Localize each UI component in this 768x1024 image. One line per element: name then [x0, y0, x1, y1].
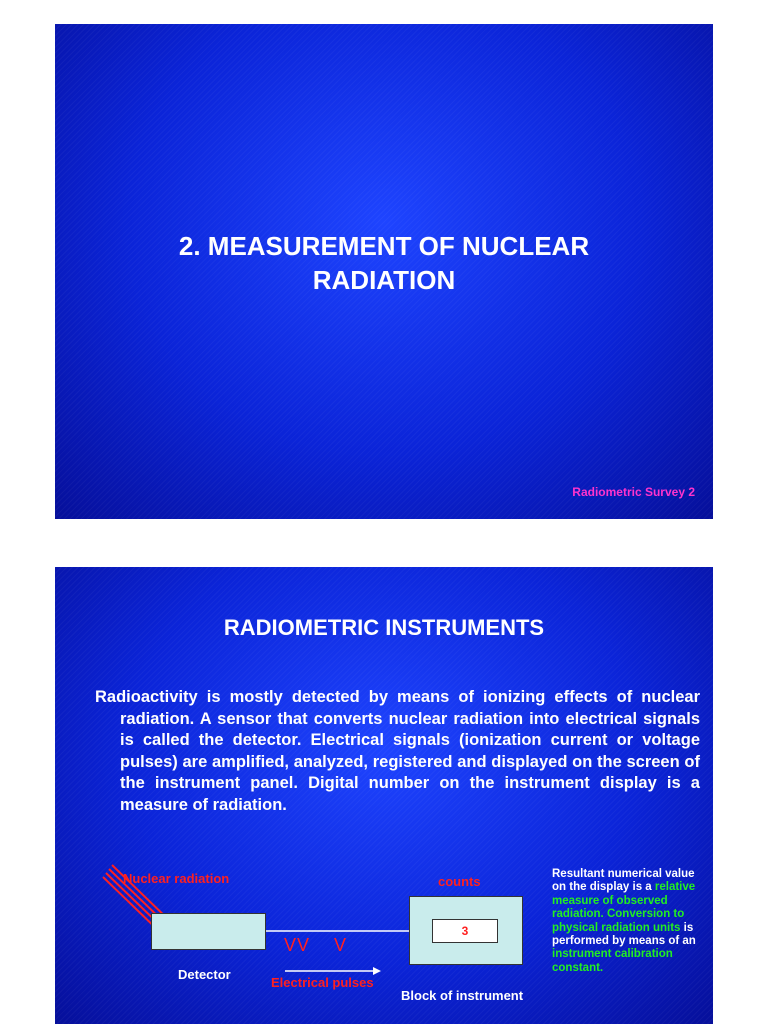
slide-2-paragraph: Radioactivity is mostly detected by means of ionizing effects of nuclear radiation. A sensor that converts nuclear radiation into electrical signals is called the detector. Electrical signals (ionization current or voltage pulses) are amplified, analyzed, registered and displayed on the screen of the instrument panel. Digital number on the instrument display is a measure of radiation.: [95, 688, 700, 814]
note-part-2: relative measure of observed radiation.: [552, 881, 696, 921]
note-part-1: Resultant numerical value on the display is a: [552, 868, 695, 894]
note-part-5: is performed by means of an: [552, 921, 696, 948]
pulse-marks: VV V: [284, 935, 348, 955]
slide-1-title: [55, 229, 713, 297]
slide-1-footer: Radiometric Survey 2: [572, 485, 695, 499]
slide-1-title-line-1: 2. MEASUREMENT OF NUCLEAR: [178, 231, 590, 261]
note-part-6: instrument calibration constant.: [552, 948, 673, 974]
detector-box: [151, 913, 266, 950]
electrical-pulses-label: Electrical pulses: [271, 975, 374, 990]
calibration-note: [552, 868, 702, 975]
arrow-right-icon: [285, 967, 381, 975]
slide-2-title: RADIOMETRIC INSTRUMENTS: [223, 615, 545, 640]
block-of-instrument-label: Block of instrument: [401, 988, 524, 1003]
nuclear-radiation-label: Nuclear radiation: [123, 871, 230, 886]
note-part-4: Conversion to physical radiation units: [552, 908, 685, 934]
slide-1: [55, 24, 713, 519]
slide-2: [55, 567, 713, 1024]
instrument-box: [409, 896, 523, 965]
counts-label: counts: [438, 874, 481, 889]
detector-label: Detector: [178, 967, 231, 982]
instrument-display: 3: [432, 919, 498, 943]
slide-1-title-line-2: RADIATION: [312, 265, 456, 295]
